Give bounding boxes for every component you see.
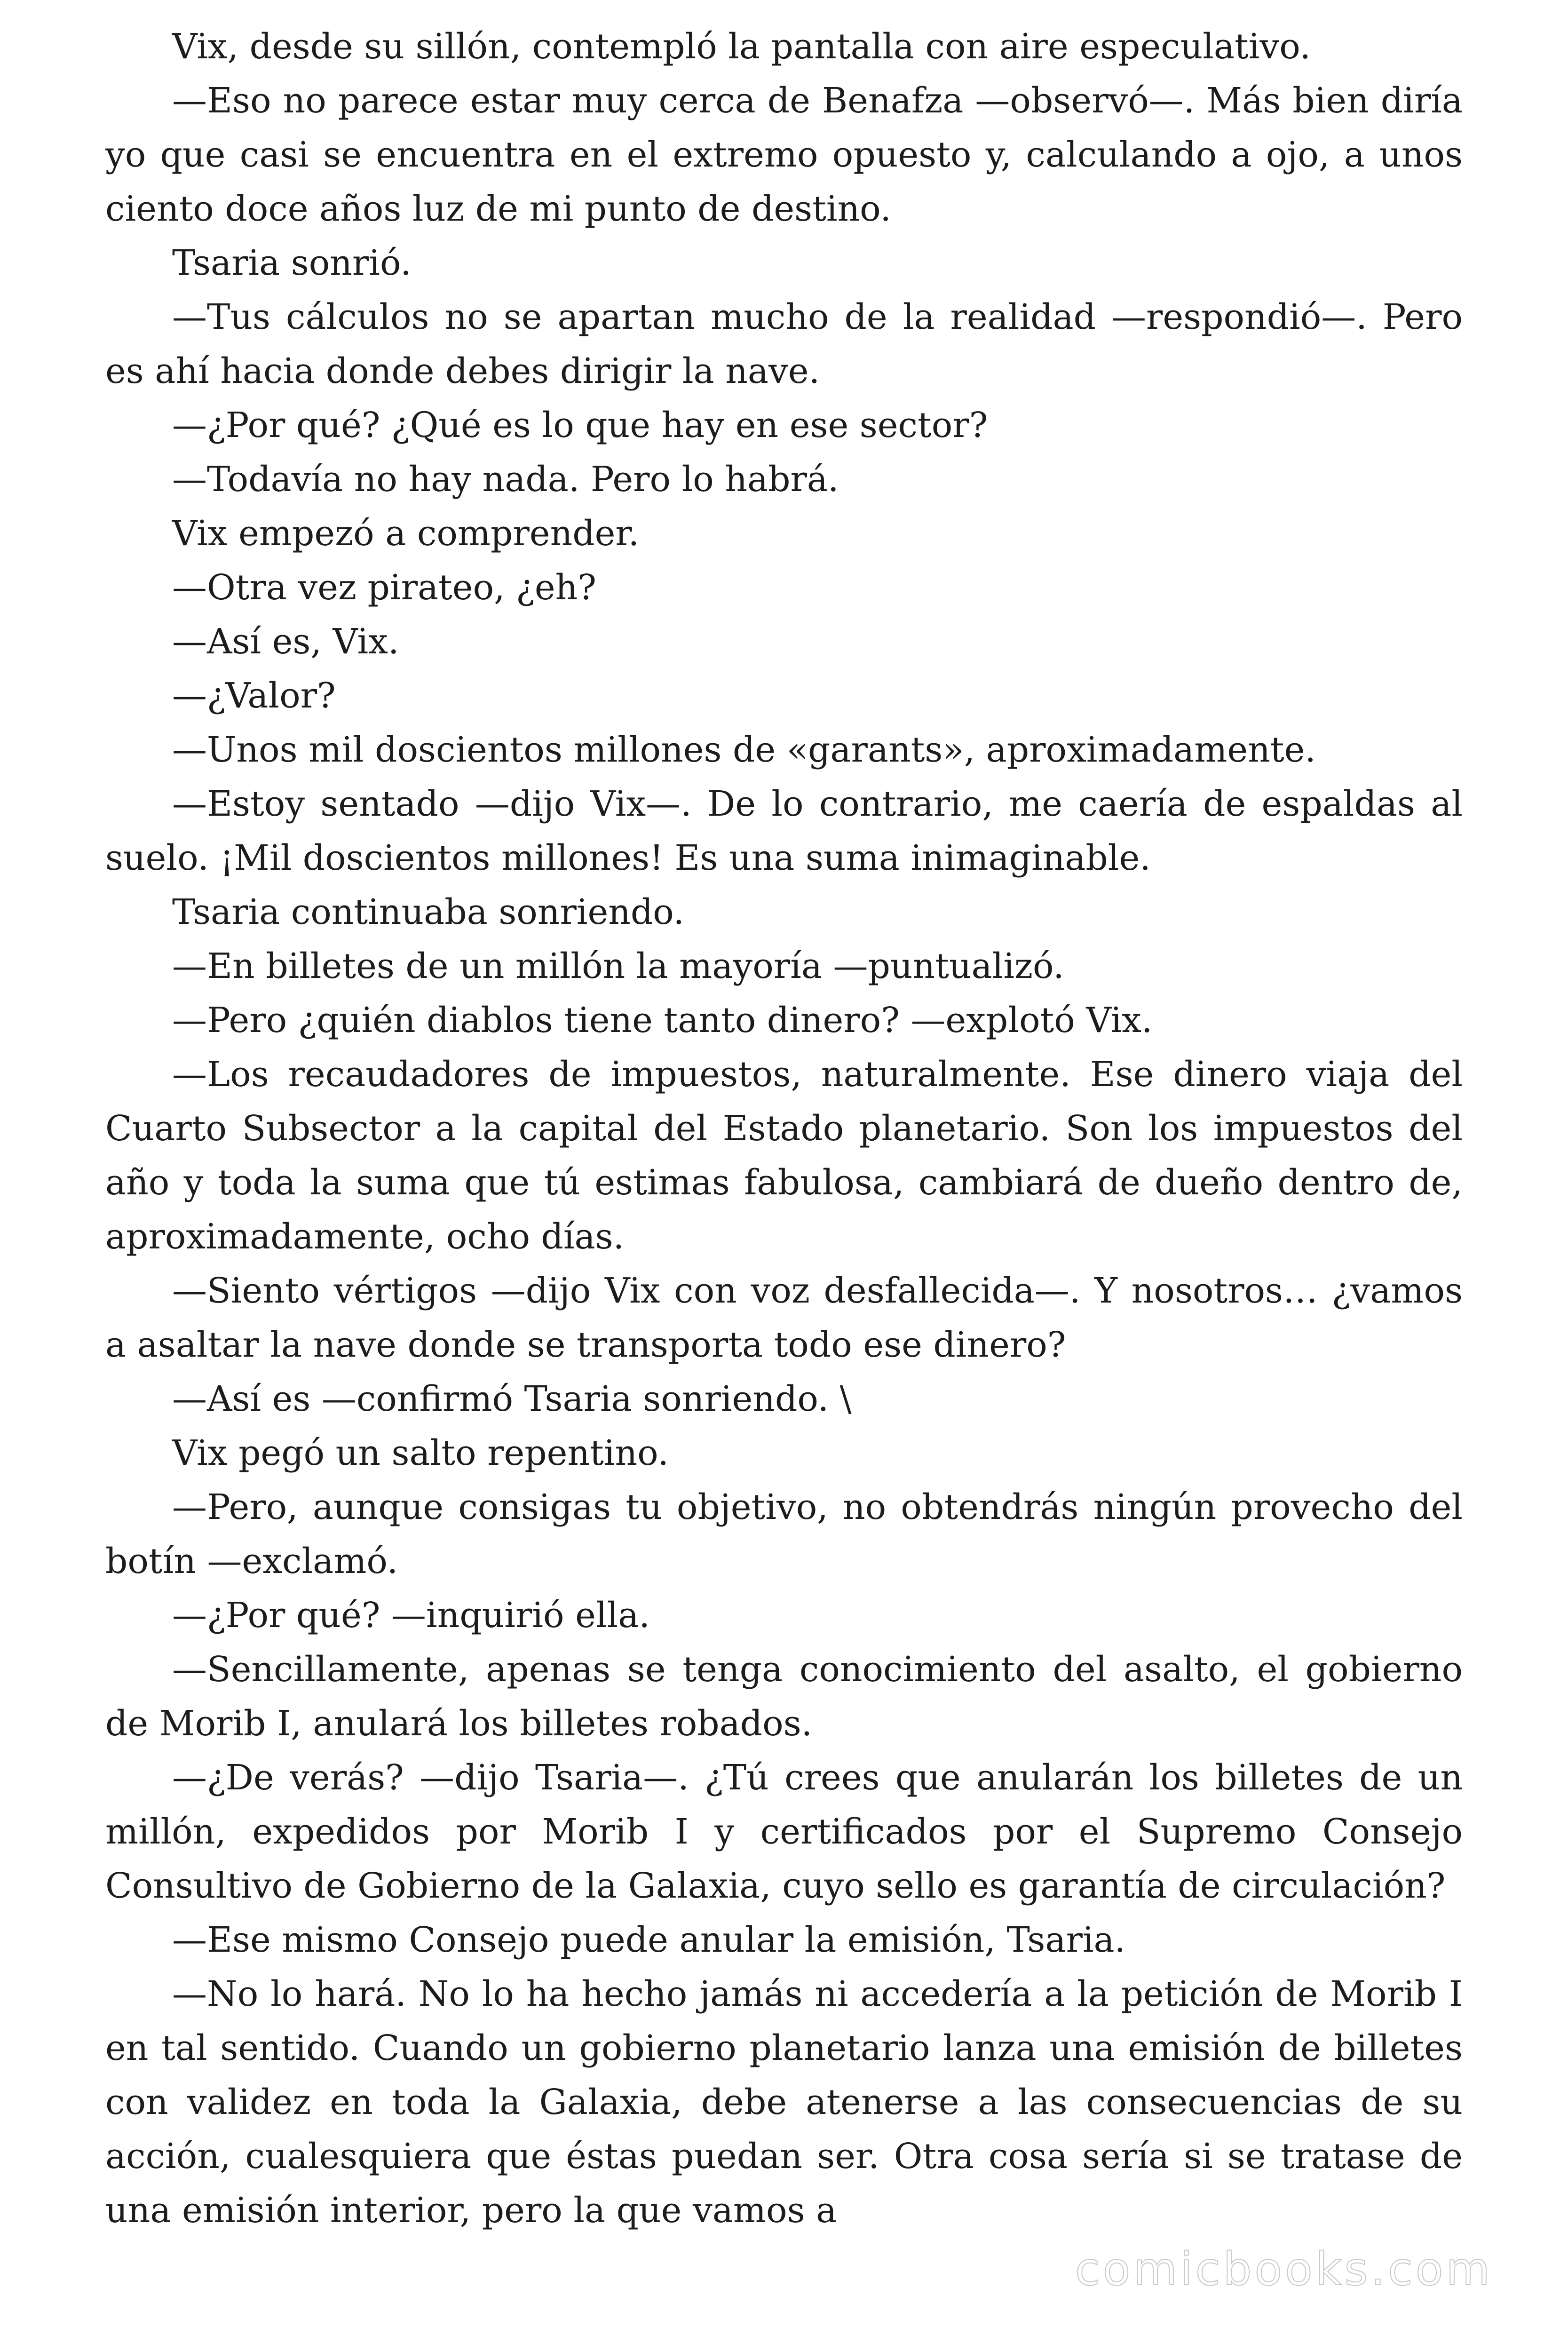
paragraph: —Siento vértigos —dijo Vix con voz desfallecida—. Y nosotros… ¿vamos a asaltar la nave donde se transporta todo ese dinero? xyxy=(105,1271,1463,1365)
paragraph: —Pero ¿quién diablos tiene tanto dinero? —explotó Vix. xyxy=(172,1000,1153,1041)
site-watermark: comicbooks.com xyxy=(1075,2243,1493,2296)
paragraph: —Ese mismo Consejo puede anular la emisión, Tsaria. xyxy=(172,1920,1126,1960)
paragraph: Tsaria continuaba sonriendo. xyxy=(172,892,685,932)
paragraph: —¿Valor? xyxy=(172,675,336,716)
paragraph: Vix pegó un salto repentino. xyxy=(172,1433,669,1473)
book-page xyxy=(105,20,1463,2238)
paragraph: —Todavía no hay nada. Pero lo habrá. xyxy=(172,459,839,500)
paragraph: —Estoy sentado —dijo Vix—. De lo contrario, me caería de espaldas al suelo. ¡Mil doscientos millones! Es una suma inimaginable. xyxy=(105,784,1463,878)
paragraph: —Los recaudadores de impuestos, naturalmente. Ese dinero viaja del Cuarto Subsector a la capital del Estado planetario. Son los impuestos del año y toda la suma que tú estimas fabulosa, cambiará de dueño dentro de, aproximadamente, ocho días. xyxy=(105,1054,1463,1257)
paragraph: —Sencillamente, apenas se tenga conocimiento del asalto, el gobierno de Morib I, anulará los billetes robados. xyxy=(105,1649,1463,1744)
paragraph: —Así es, Vix. xyxy=(172,621,399,662)
paragraph: —¿De verás? —dijo Tsaria—. ¿Tú crees que anularán los billetes de un millón, expedidos por Morib I y certificados por el Supremo Consejo Consultivo de Gobierno de la Galaxia, cuyo sello es garantía de circulación? xyxy=(105,1757,1463,1906)
paragraph: —Pero, aunque consigas tu objetivo, no obtendrás ningún provecho del botín —exclamó. xyxy=(105,1487,1463,1581)
paragraph: Vix empezó a comprender. xyxy=(172,513,640,554)
paragraph: Vix, desde su sillón, contempló la pantalla con aire especulativo. xyxy=(172,26,1311,67)
paragraph: —¿Por qué? ¿Qué es lo que hay en ese sector? xyxy=(172,405,988,445)
paragraph: —Unos mil doscientos millones de «garants», aproximadamente. xyxy=(172,730,1316,770)
paragraph: —Tus cálculos no se apartan mucho de la realidad —respondió—. Pero es ahí hacia donde debes dirigir la nave. xyxy=(105,297,1463,391)
paragraph: —Eso no parece estar muy cerca de Benafza —observó—. Más bien diría yo que casi se encuentra en el extremo opuesto y, calculando a ojo, a unos ciento doce años luz de mi punto de destino. xyxy=(105,80,1463,229)
paragraph: —¿Por qué? —inquirió ella. xyxy=(172,1595,650,1636)
paragraph: —En billetes de un millón la mayoría —puntualizó. xyxy=(172,946,1064,986)
paragraph: —No lo hará. No lo ha hecho jamás ni accedería a la petición de Morib I en tal sentido. Cuando un gobierno planetario lanza una emisión de billetes con validez en toda la Galaxia, debe atenerse a las consecuencias de su acción, cualesquiera que éstas puedan ser. Otra cosa sería si se tratase de una emisión interior, pero la que vamos a xyxy=(105,1974,1463,2231)
paragraph: Tsaria sonrió. xyxy=(172,243,412,283)
paragraph: —Así es —confirmó Tsaria sonriendo. \ xyxy=(172,1379,852,1419)
paragraph: —Otra vez pirateo, ¿eh? xyxy=(172,567,596,608)
